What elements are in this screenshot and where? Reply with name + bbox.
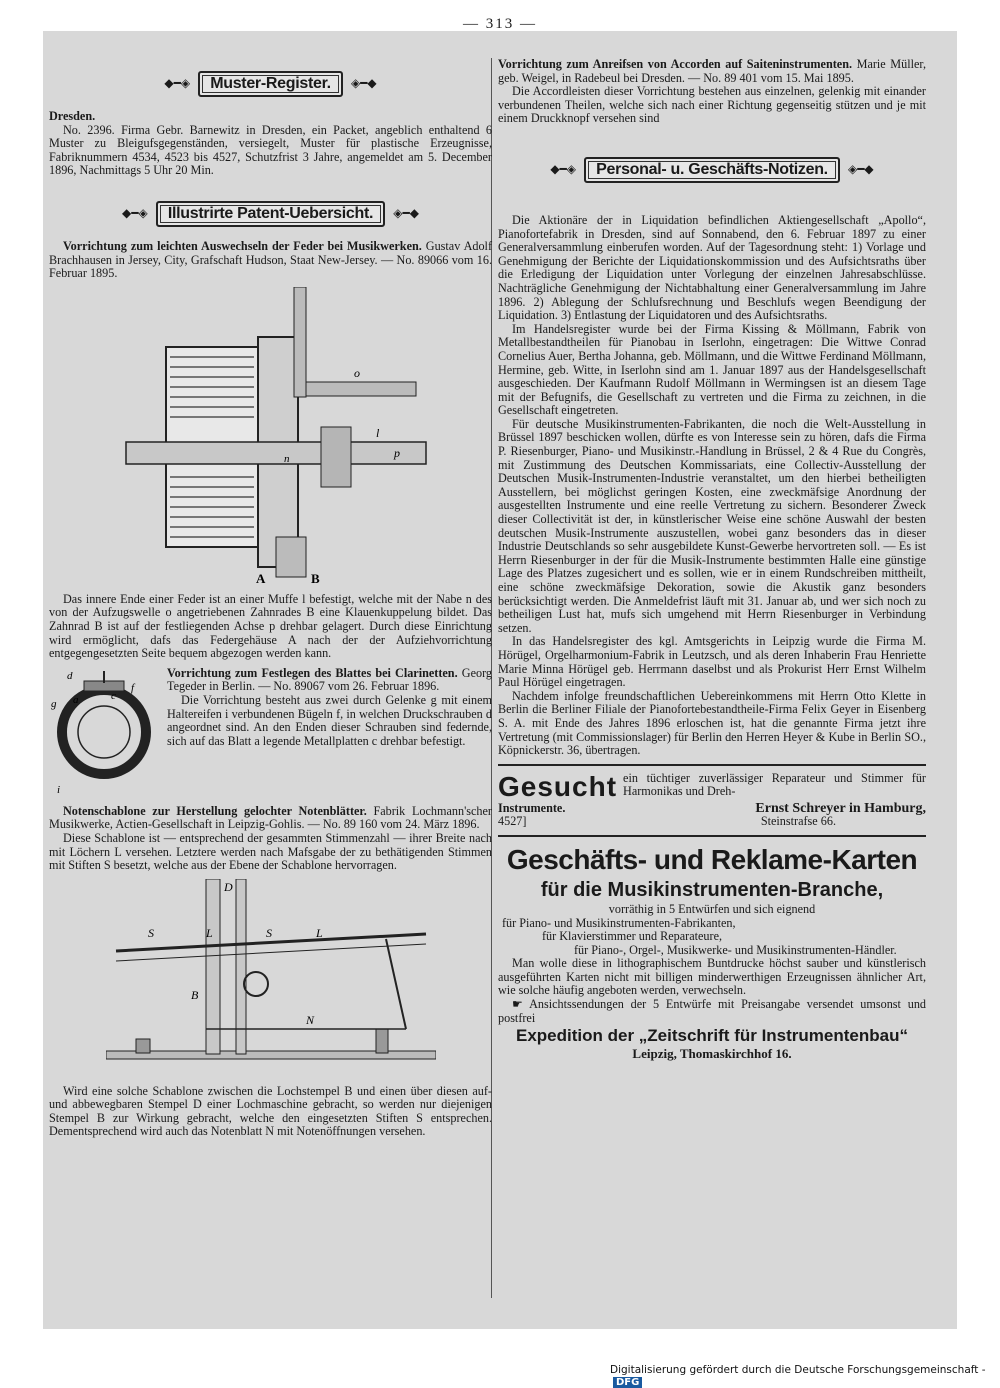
patent1-description: Das innere Ende einer Feder ist an einer Muffe l befestigt, welche mit der Nabe n des von der Aufzugswelle o angetriebenen Zahnrades B eine Klauenkuppelung bildet. Das Zahnrad B ist auf der festliegenden Achse p drehbar gelagert. Durch diese Einrichtung wird ermöglicht, dafs das Federgehäuse A nach der der Aufziehvorrichtung entgegengesetzten Seite bequem abgezogen werden kann.: [49, 591, 492, 661]
figure-label: a: [73, 693, 79, 706]
figure-spring-mechanism: [106, 287, 436, 587]
ad-headline: Gesucht: [498, 770, 618, 802]
dresden-heading: Dresden.: [49, 109, 96, 123]
ad2-subheadline: für die Musikinstrumenten-Branche,: [540, 878, 884, 901]
patent1-title: Vorrichtung zum leichten Auswechseln der Feder bei Musikwerken.: [63, 238, 422, 253]
ad2-offer: [498, 998, 926, 1025]
figure-clarinet-reed: [49, 667, 159, 797]
figure-label: l: [375, 425, 379, 440]
figure-label: N: [305, 1012, 314, 1027]
figure-label: A: [255, 570, 265, 586]
accord-title: Vorrichtung zum Anreifsen von Accorden auf Saiteninstrumenten.: [498, 57, 853, 71]
ornament-left-icon: ◆━◈: [122, 206, 148, 221]
accord-body: Marie Müller, geb. Weigel, in Radebeul bei Dresden. — No. 89 401 vom 15. Mai 1895.: [498, 57, 926, 85]
ad2-address: Leipzig, Thomaskirchhof 16.: [632, 1046, 792, 1062]
dfg-logo: DFG: [613, 1377, 642, 1388]
dresden-entry: No. 2396. Firma Gebr. Barnewitz in Dresden, ein Packet, angeblich enthaltend 6 Muster zu Bleigufsgegenständen, versiegelt, Muster für plastische Erzeugnisse, Fabriknummern 4534, 4523 bis 4527, Schutzfrist 3 Jahre, angemeldet am 5. December 1896, Nachmittags 5 Uhr 20 Min.: [49, 122, 492, 178]
ornament-right-icon: ◈━◆: [393, 206, 419, 221]
ornament-right-icon: ◈━◆: [350, 76, 377, 91]
figure-label: D: [223, 879, 233, 894]
figure-note-stencil: [106, 879, 436, 1079]
figure-label: B: [190, 987, 198, 1002]
figure-label: L: [315, 925, 323, 940]
banner-personal-notizen: [498, 152, 926, 188]
figure-label: S: [265, 925, 272, 940]
figure-label: p: [393, 445, 400, 460]
patent2-description: Die Vorrichtung besteht aus zwei durch Gelenke g mit einem Haltereifen i verbundenen Bügeln f, in welchen Druckschrauben d angeordnet sind. An den Enden dieser Schrauben sind federnde, sich auf das Blatt a legende Metallplatten c drehbar befestigt.: [167, 692, 492, 748]
ad-text: ein tüchtiger zuverlässiger Reparateur und Stimmer für Harmonikas und Dreh-: [623, 770, 926, 799]
figure-label: B: [310, 570, 320, 586]
ad2-line: für Piano-, Orgel-, Musikwerke- und Musikinstrumenten-Händler.: [574, 942, 897, 957]
notiz-bruessel: Für deutsche Musikinstrumenten-Fabrikanten, die noch die Welt-Ausstellung in Brüssel 1897 beschicken wollen, dürfte es von Interesse sein zu hören, dafs die Firma P. Riesenburger, Piano- und Musikinstr.-Handlung in Brüssel, 2 & 4 Rue du Congrès, mit Zustimmung des Deutschen Kommissariats, eine Collectiv-Ausstellung der Deutschen Musik-Instrumenten-Industrie veranstaltet, um den hierbei betheiligten Ausstellern, bei möglichst geringen Kosten, eine zweckmäfsige Anordnung der ausgestellten Instrumente und eine reelle Vertretung zu sichern. Besonderer Zweck dieser Collectivität ist der, in künstlerischer Weise eine schöne Auswahl der besten deutschen Musik-Instrumente auszustellen, wobei ganz besonders das in dieser Industrie Deutschlands so sehr ausgebildete Kunst-Gewerbe hervortreten soll. — Es ist Herrn Riesenburger in der für die Musik-Instrumente bestimmten Halle eine günstige Lage des Platzes zugesichert und es sollen, wie er in einem Rundschreiben mittheilt, eine schöne zweckmäfsige Dekoration, sowie die Akustik ganz besonders berücksichtigt werden. Die Anmeldefrist läuft mit 31. Januar ab, und wer sich noch zu betheiligen Lust hat, mufs sich umgehend mit Herrn Riesenburger in Verbindung setzen.: [498, 416, 926, 635]
notiz-geyer: Nachdem infolge freundschaftlichen Uebereinkommens mit Herrn Otto Klette in Berlin die Berliner Filiale der Pianofortebestandtheile-Firma Felix Geyer in Eisenberg S. A. mit Ende des Jahres 1896 erloschen ist, hat die genannte Firma jetzt ihre Vertretung (mit Commissionslager) für Berlin den Herren Heyer & Kube in Berlin SO., Köpnickerstr. 36, übertragen.: [498, 688, 926, 758]
accord-description: Die Accordleisten dieser Vorrichtung bestehen aus einzelnen, gelenkig mit einander verbundenen Theilen, welche sich nach einer Richtung gegenseitig stützen und je mit einem Druckknopf versehen sind: [498, 84, 926, 126]
footer-credit: [610, 1364, 1000, 1388]
patent3-title: Notenschablone zur Herstellung gelochter Notenblätter.: [63, 803, 367, 818]
figure-label: i: [57, 783, 61, 796]
ad-ref: 4527]: [498, 814, 527, 829]
patent2-entry: [167, 667, 492, 694]
figure-label: c: [111, 689, 116, 702]
ad2-expedition: Expedition der „Zeitschrift für Instrumentenbau“: [516, 1026, 908, 1046]
figure-label: S: [147, 925, 154, 940]
right-column: [498, 58, 926, 1061]
patent3-description-2: Wird eine solche Schablone zwischen die Lochstempel B und einen über diesen auf- und abbewegbaren Stempel D einer Lochmaschine gebracht, so werden nur diejenigen Stempel B zur Wirkung gebracht, welche den eingesetzten Stiften S entsprechen. Dementsprechend wird auch das Notenblatt N mit Notenöffnungen versehen.: [49, 1083, 492, 1139]
ad-street: Steinstrafse 66.: [760, 814, 836, 829]
ad2-line: für Piano- und Musikinstrumenten-Fabrikanten,: [502, 915, 736, 930]
banner-muster-register: [49, 66, 492, 102]
ornament-right-icon: ◈━◆: [847, 162, 874, 177]
banner-title: Illustrirte Patent-Uebersicht.: [156, 201, 385, 227]
patent1-body: Gustav Adolf Brachhausen in Jersey, City, Grafschaft Hudson, Staat New-Jersey. — No. 89066 vom 16. Februar 1895.: [49, 238, 492, 281]
ad-firm: Ernst Schreyer in Hamburg,: [755, 800, 926, 816]
ad2-line: vorräthig in 5 Entwürfen und sich eignend: [608, 901, 816, 916]
accord-entry: [498, 58, 926, 85]
figure-label: g: [51, 697, 57, 710]
figure-label: o: [353, 365, 360, 380]
patent2-title: Vorrichtung zum Festlegen des Blattes bei Clarinetten.: [167, 665, 458, 680]
notiz-hoerugel: In das Handelsregister des kgl. Amtsgerichts in Leipzig wurde die Firma M. Hörügel, Orgelharmonium-Fabrik in Leutzsch, und als deren Inhaberin Frau Henriette Marie Minna Hörügel geb. Herrmann daselbst und als Prokurist Herr Ernst Wilhelm Paul Hörügel eingetragen.: [498, 634, 926, 690]
ornament-left-icon: ◆━◈: [550, 162, 577, 177]
ad-reklame-karten: [498, 843, 926, 1061]
ad2-headline: Geschäfts- und Reklame-Karten: [506, 843, 918, 875]
ad-divider: [498, 764, 926, 766]
figure-label: d: [67, 669, 73, 682]
patent3-body: Fabrik Lochmann'scher Musikwerke, Actien-Gesellschaft in Leipzig-Gohlis. — No. 89 160 vom 24. März 1896.: [49, 803, 492, 832]
pointing-hand-icon: ☛: [512, 997, 523, 1012]
ad2-line: für Klavierstimmer und Reparateure,: [542, 929, 723, 944]
figure-label: n: [283, 452, 289, 465]
ad2-paragraph: Man wolle diese in lithographischem Buntdrucke höchst sauber und künstlerisch ausgeführten Karten nicht mit billigen minderwerthigen Erzeugnissen ähnlicher Art, wie solche häufig angeboten werden, verwechseln.: [498, 956, 926, 998]
patent1-entry: [49, 240, 492, 281]
patent3-entry: [49, 805, 492, 832]
banner-title: Muster-Register.: [198, 71, 343, 97]
page-number: — 313 —: [463, 16, 537, 32]
ad-gesucht: [498, 772, 926, 829]
footer-text: Digitalisierung gefördert durch die Deutsche Forschungsgemeinschaft -: [610, 1364, 986, 1376]
patent2-body: Georg Tegeder in Berlin. — No. 89067 vom 26. Februar 1896.: [167, 665, 493, 694]
notiz-apollo: Die Aktionäre der in Liquidation befindlichen Aktiengesellschaft „Apollo“, Pianofortefabrik in Dresden, sind auf Sonnabend, den 6. Februar 1897 zu einer Generalversammlung einberufen worden. Auf der Tagesordnung steht: 1) Vorlage und Genehmigung der Berichte der Liquidationskommission und des Aufsichtsraths über die Erledigung der Liquidation unter Vorlegung der einzelnen Jahresabschlüsse. Nachträgliche Genehmigung der Nichtabhaltung einer Generalversammlung im Jahre 1896. 2) Ablegung der Schlufsrechnung und Beschlufs wegen Beendigung der Liquidation. 3) Entlastung der Liquidatoren und des Aufsichtsraths.: [498, 212, 926, 323]
patent2-text: [167, 667, 492, 797]
ornament-left-icon: ◆━◈: [164, 76, 191, 91]
patent3-description: Diese Schablone ist — entsprechend der gesammten Stimmenzahl — ihrer Breite nach mit Löchern L versehen. Letztere werden nach Mafsgabe der zu bethätigenden Stimmen mit Stiften S besetzt, welche aus der Ebene der Schablone hervorragen.: [49, 830, 492, 873]
patent2-block: [49, 667, 492, 797]
left-column: [49, 58, 492, 1139]
banner-title: Personal- u. Geschäfts-Notizen.: [584, 157, 840, 183]
figure-label: L: [205, 925, 213, 940]
ad2-offer-text: Ansichtssendungen der 5 Entwürfe mit Preisangabe versendet umsonst und postfrei: [498, 997, 927, 1025]
ad-text-2: Instrumente.: [498, 800, 566, 815]
notiz-kissing: Im Handelsregister wurde bei der Firma Kissing & Möllmann, Fabrik von Metallbestandtheilen für Pianobau in Iserlohn, eingetragen: Die Wittwe Conrad Cornelius Auer, Bertha Johanna, geb. Möllmann, und die Wittwe Ferdinand Möllmann, Hermine, geb. Witte, in Iserlohn sind am 1. Januar 1897 aus der Handelsgesellschaft ausgeschieden. Der Kaufmann Rudolf Möllmann in Wermingsen ist an diesem Tage mit der Befugnifs, die Gesellschaft zu vertreten und die Firma zu zeichnen, in die Gesellschaft eingetreten.: [498, 321, 926, 418]
banner-patent-uebersicht: [49, 196, 492, 232]
figure-label: f: [131, 681, 135, 694]
ad-divider: [498, 835, 926, 837]
